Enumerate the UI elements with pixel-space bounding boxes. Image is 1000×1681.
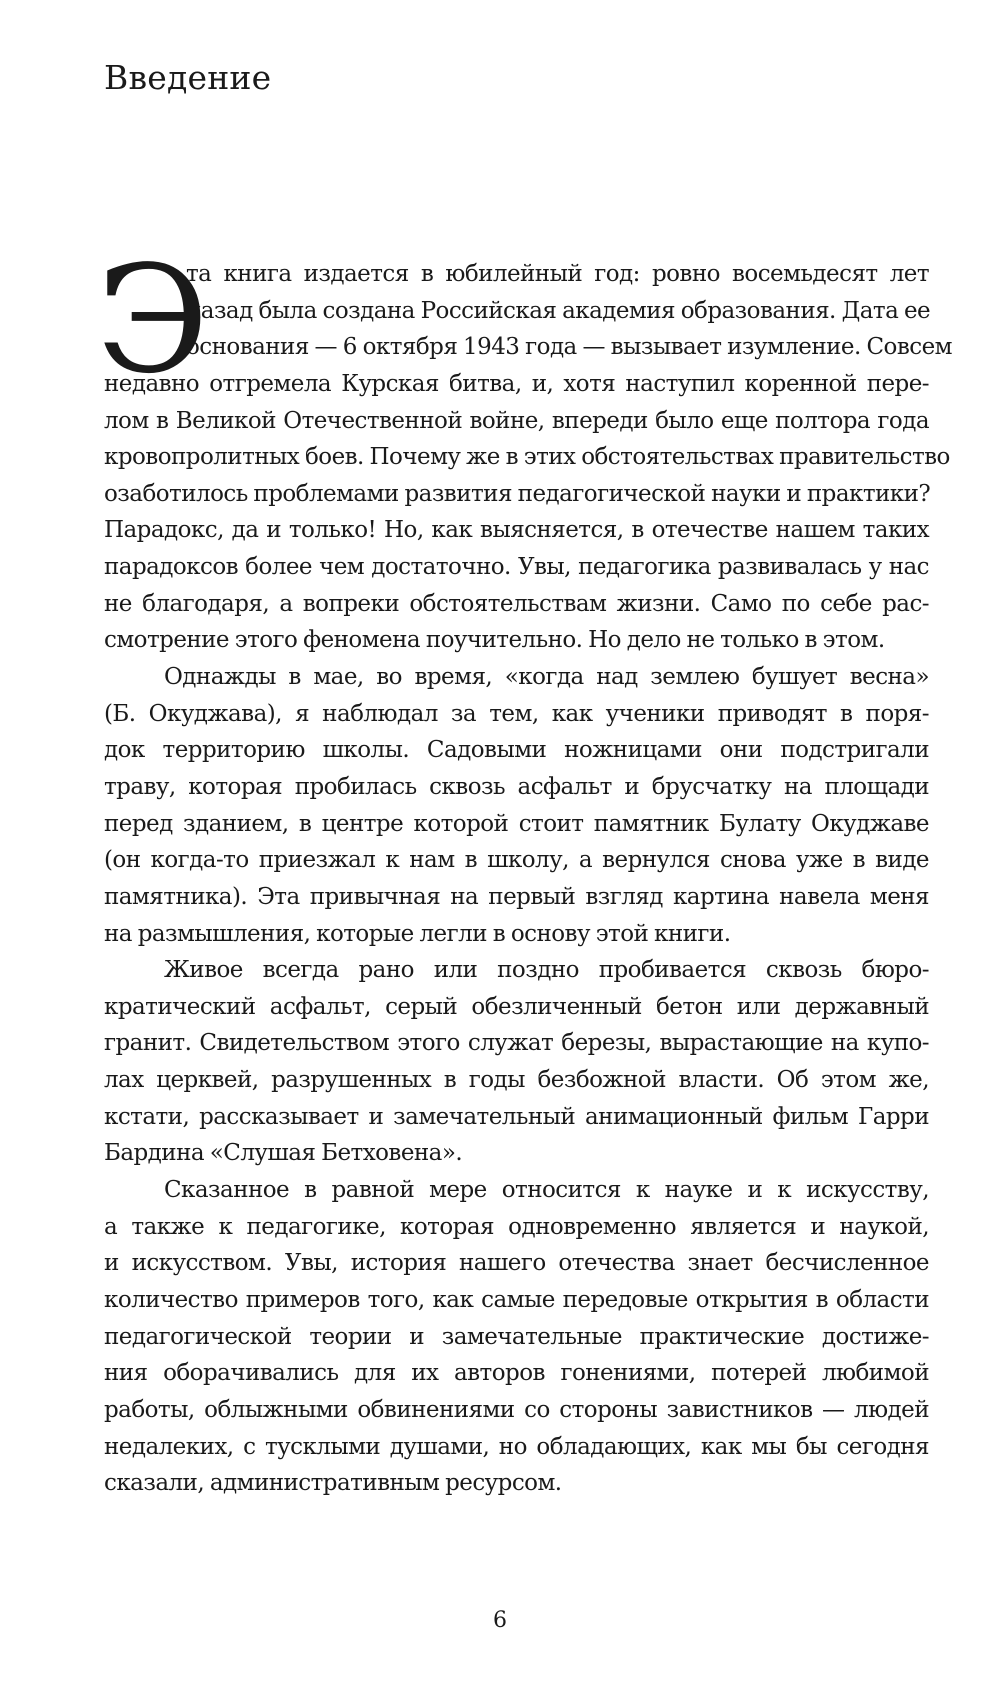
text-line: памятника). Эта привычная на первый взгляд картина навела меня — [104, 883, 929, 910]
paragraph-1 — [104, 256, 952, 659]
text-line: кстати, рассказывает и замечательный анимационный фильм Гарри — [104, 1103, 929, 1130]
text-line: траву, которая пробилась сквозь асфальт и брусчатку на площади — [104, 773, 929, 800]
body-text — [104, 256, 952, 1502]
text-line: док территорию школы. Садовыми ножницами они подстригали — [104, 737, 929, 764]
text-line: перед зданием, в центре которой стоит памятник Булату Окуджаве — [104, 810, 929, 837]
text-line: лах церквей, разрушенных в годы безбожной власти. Об этом же, — [104, 1067, 929, 1094]
paragraph-4 — [104, 1172, 929, 1502]
page-number: 6 — [493, 1608, 507, 1633]
text-line: количество примеров того, как самые передовые открытия в области — [104, 1286, 929, 1313]
text-line: Живое всегда рано или поздно пробивается сквозь бюро- — [164, 957, 929, 984]
text-line: недалеких, с тусклыми душами, но обладающих, как мы бы сегодня — [104, 1433, 929, 1460]
text-line: сказали, административным ресурсом. — [104, 1470, 562, 1497]
text-line: Бардина «Слушая Бетховена». — [104, 1140, 463, 1167]
text-line: работы, облыжными обвинениями со стороны завистников — людей — [104, 1396, 929, 1423]
text-line: гранит. Свидетельством этого служат березы, вырастающие на купо- — [104, 1030, 929, 1057]
text-line: педагогической теории и замечательные практические достиже- — [104, 1323, 929, 1350]
text-line: основания — 6 октября 1943 года — вызывает изумление. Совсем — [186, 334, 952, 361]
text-line: кровопролитных боев. Почему же в этих обстоятельствах правительство — [104, 444, 950, 471]
drop-cap-initial: Э — [96, 234, 210, 406]
paragraph-3 — [104, 952, 929, 1172]
paragraph-2 — [104, 659, 929, 952]
text-line: не благодаря, а вопреки обстоятельствам жизни. Само по себе рас- — [104, 590, 929, 617]
text-line: Однажды в мае, во время, «когда над землею бушует весна» — [164, 664, 929, 691]
text-line: недавно отгремела Курская битва, и, хотя наступил коренной пере- — [104, 370, 929, 397]
text-line: (Б. Окуджава), я наблюдал за тем, как ученики приводят в поря- — [104, 700, 929, 727]
text-line: а также к педагогике, которая одновременно является и наукой, — [104, 1213, 929, 1240]
text-line: Сказанное в равной мере относится к науке и к искусству, — [164, 1177, 929, 1204]
text-line: (он когда-то приезжал к нам в школу, а вернулся снова уже в виде — [104, 847, 929, 874]
text-line: на размышления, которые легли в основу этой книги. — [104, 920, 731, 947]
text-line: озаботилось проблемами развития педагогической науки и практики? — [104, 480, 931, 507]
text-line: Парадокс, да и только! Но, как выясняется, в отечестве нашем таких — [104, 517, 929, 544]
text-line: смотрение этого феномена поучительно. Но дело не только в этом. — [104, 627, 885, 654]
chapter-title: Введение — [104, 58, 272, 97]
text-line: ния оборачивались для их авторов гонениями, потерей любимой — [104, 1360, 929, 1387]
text-line: и искусством. Увы, история нашего отечества знает бесчисленное — [104, 1250, 929, 1277]
text-line: парадоксов более чем достаточно. Увы, педагогика развивалась у нас — [104, 554, 929, 581]
text-line: та книга издается в юбилейный год: ровно восемьдесят лет — [186, 261, 929, 287]
text-line: назад была создана Российская академия образования. Дата ее — [186, 297, 931, 324]
text-line: лом в Великой Отечественной войне, впереди было еще полтора года — [104, 407, 929, 434]
text-line: кратический асфальт, серый обезличенный бетон или державный — [104, 993, 929, 1020]
